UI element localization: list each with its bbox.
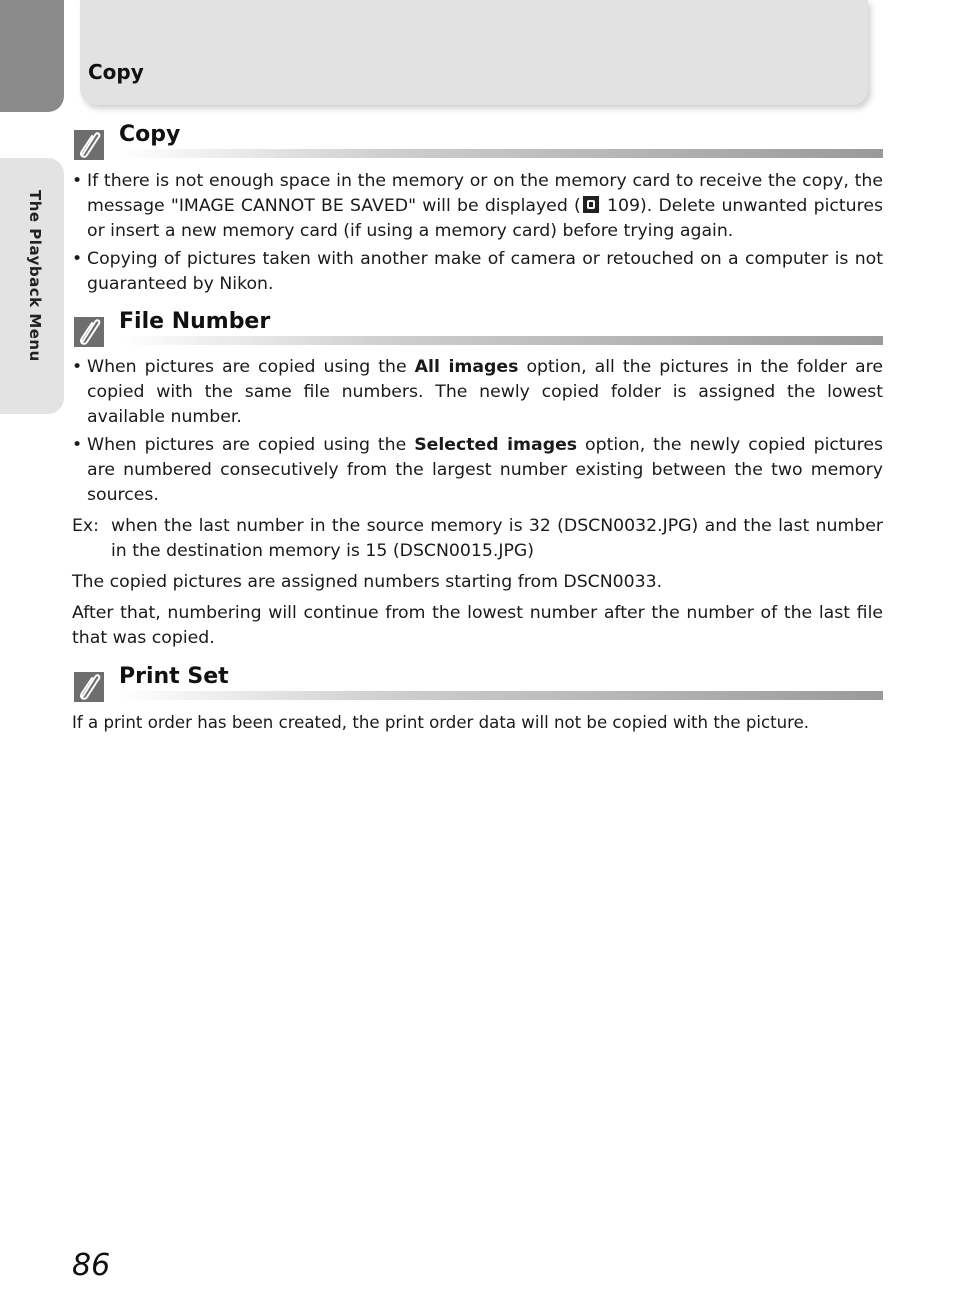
paragraph: The copied pictures are assigned numbers starting from DSCN0033.	[72, 572, 663, 592]
option-name: All images	[414, 357, 519, 377]
option-name: Selected images	[414, 435, 578, 455]
list-item: • When pictures are copied using the All images option, all the pictures in the folder are copied with the same file numbers. The newly copied folder is assigned the lowest available number.	[72, 357, 883, 427]
list-item: • When pictures are copied using the Selected images option, the newly copied pictures are numbered consecutively from the largest number existing between the two memory sources.	[72, 435, 883, 505]
page-reference-icon	[583, 196, 599, 213]
bullet-mark: •	[72, 435, 83, 455]
section-title: File Number	[119, 309, 271, 334]
bullet-mark: •	[72, 357, 83, 377]
section-rule	[119, 149, 883, 158]
example-label: Ex:	[72, 516, 99, 536]
section-copy-body	[72, 169, 883, 300]
pencil-note-icon	[74, 317, 104, 347]
pencil-note-icon	[74, 672, 104, 702]
bullet-mark: •	[72, 249, 83, 269]
section-file-number-body	[72, 355, 883, 651]
header-banner	[80, 0, 868, 105]
section-title: Copy	[119, 122, 181, 147]
page-number: 86	[72, 1248, 111, 1283]
section-title: Print Set	[119, 664, 229, 689]
section-rule	[119, 691, 883, 700]
list-item: • If there is not enough space in the memory or on the memory card to receive the copy, the message "IMAGE CANNOT BE SAVED" will be displayed ( 109). Delete unwanted pictures or insert a new memory card (if using a memory card) before trying again.	[72, 171, 883, 241]
list-item: • Copying of pictures taken with another make of camera or retouched on a computer is not guaranteed by Nikon.	[72, 249, 883, 294]
example-row	[72, 514, 883, 564]
paragraph: After that, numbering will continue from the lowest number after the number of the last file that was copied.	[72, 603, 883, 648]
section-print-set-body: If a print order has been created, the print order data will not be copied with the picture.	[72, 713, 810, 732]
section-rule	[119, 336, 883, 345]
section-copy-heading	[72, 122, 883, 160]
section-file-number-heading	[72, 309, 883, 347]
bullet-mark: •	[72, 171, 83, 191]
pencil-note-icon	[74, 130, 104, 160]
example-text: when the last number in the source memory is 32 (DSCN0032.JPG) and the last number in the destination memory is 15 (DSCN0015.JPG)	[111, 516, 883, 561]
side-tab-dark	[0, 0, 64, 112]
header-title: Copy	[88, 60, 144, 84]
side-tab-label: The Playback Menu	[26, 190, 44, 362]
section-print-set-heading	[72, 664, 883, 702]
